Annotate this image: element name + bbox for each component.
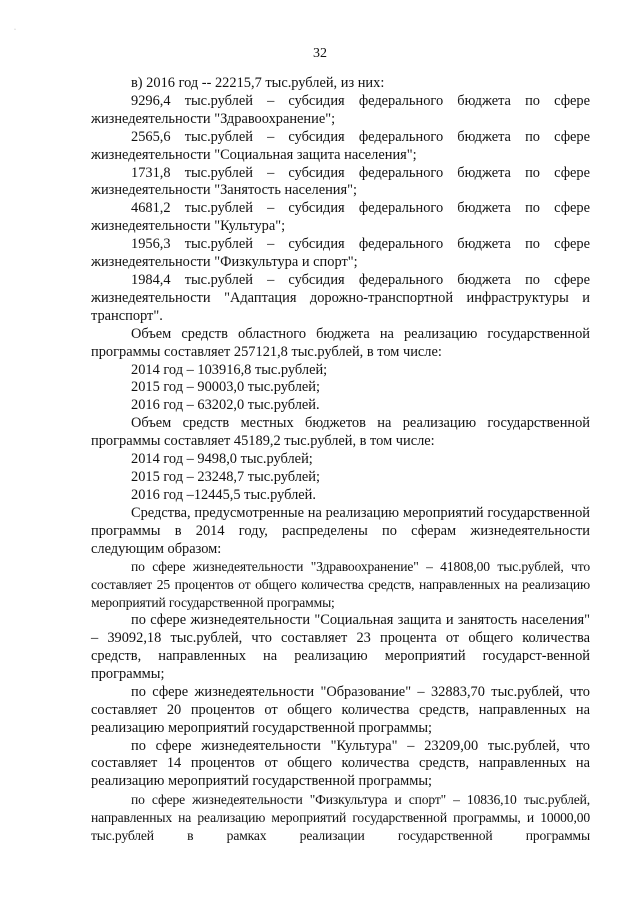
paragraph-local-2015: 2015 год – 23248,7 тыс.рублей; [131,468,320,485]
paragraph-subsidy-sport: 1956,3 тыс.рублей – субсидия федерального бюджета по сфере жизнедеятельности "Физкультура и спорт"; [91,236,590,271]
paragraph-subsidy-employment: 1731,8 тыс.рублей – субсидия федерального бюджета по сфере жизнедеятельности "Занятость населения"; [91,164,590,199]
paragraph-sphere-sport: по сфере жизнедеятельности "Физкультура и спорт" – 10836,10 тыс.рублей, направленных на реализацию мероприятий государственной программы, и 10000,00 тыс.рублей в рамках реализации государственной программы [91,792,590,844]
paragraph-regional-2016: 2016 год – 63202,0 тыс.рублей. [131,397,320,414]
paragraph-local-2016: 2016 год –12445,5 тыс.рублей. [131,486,316,503]
paragraph-local-2014: 2014 год – 9498,0 тыс.рублей; [131,451,313,468]
paragraph-sphere-health: по сфере жизнедеятельности "Здравоохранение" – 41808,00 тыс.рублей, что составляет 25 процентов от общего количества средств, направленных на реализацию мероприятий государственной программы; [91,559,590,611]
paragraph-subsidy-health: 9296,4 тыс.рублей – субсидия федерального бюджета по сфере жизнедеятельности "Здравоохранение"; [91,92,590,127]
paragraph-sphere-education: по сфере жизнедеятельности "Образование" – 32883,70 тыс.рублей, что составляет 20 процентов от общего количества средств, направленных на реализацию мероприятий государственной программы; [91,683,590,736]
paragraph-subsidy-social: 2565,6 тыс.рублей – субсидия федерального бюджета по сфере жизнедеятельности "Социальная защита населения"; [91,128,590,163]
paragraph-regional-2015: 2015 год – 90003,0 тыс.рублей; [131,379,320,396]
paragraph-sphere-social: по сфере жизнедеятельности "Социальная защита и занятость населения" – 39092,18 тыс.рублей, что составляет 23 процента от общего количества средств, направленных на реализацию мероприятий государст-венной программы; [91,612,590,682]
page-number: 32 [313,46,327,61]
paragraph-2016-total: в) 2016 год -- 22215,7 тыс.рублей, из них: [131,75,385,91]
paragraph-subsidy-culture: 4681,2 тыс.рублей – субсидия федерального бюджета по сфере жизнедеятельности "Культура"; [91,200,590,235]
paragraph-regional-2014: 2014 год – 103916,8 тыс.рублей; [131,361,328,378]
paragraph-local-budget: Объем средств местных бюджетов на реализацию государственной программы составляет 45189,2 тыс.рублей, в том числе: [91,415,590,450]
paragraph-sphere-culture: по сфере жизнедеятельности "Культура" – 23209,00 тыс.рублей, что составляет 14 процентов от общего количества средств, направленных на реализацию мероприятий государственной программы; [91,737,590,790]
margin-mark: · [14,27,16,33]
paragraph-distribution-intro: Средства, предусмотренные на реализацию мероприятий государственной программы в 2014 году, распределены по сферам жизнедеятельности следующим образом: [91,504,590,557]
paragraph-subsidy-transport: 1984,4 тыс.рублей – субсидия федерального бюджета по сфере жизнедеятельности "Адаптация дорожно-транспортной инфраструктуры и транспорт". [91,271,590,324]
body-text [91,75,590,845]
paragraph-regional-budget: Объем средств областного бюджета на реализацию государственной программы составляет 257121,8 тыс.рублей, в том числе: [91,325,590,360]
